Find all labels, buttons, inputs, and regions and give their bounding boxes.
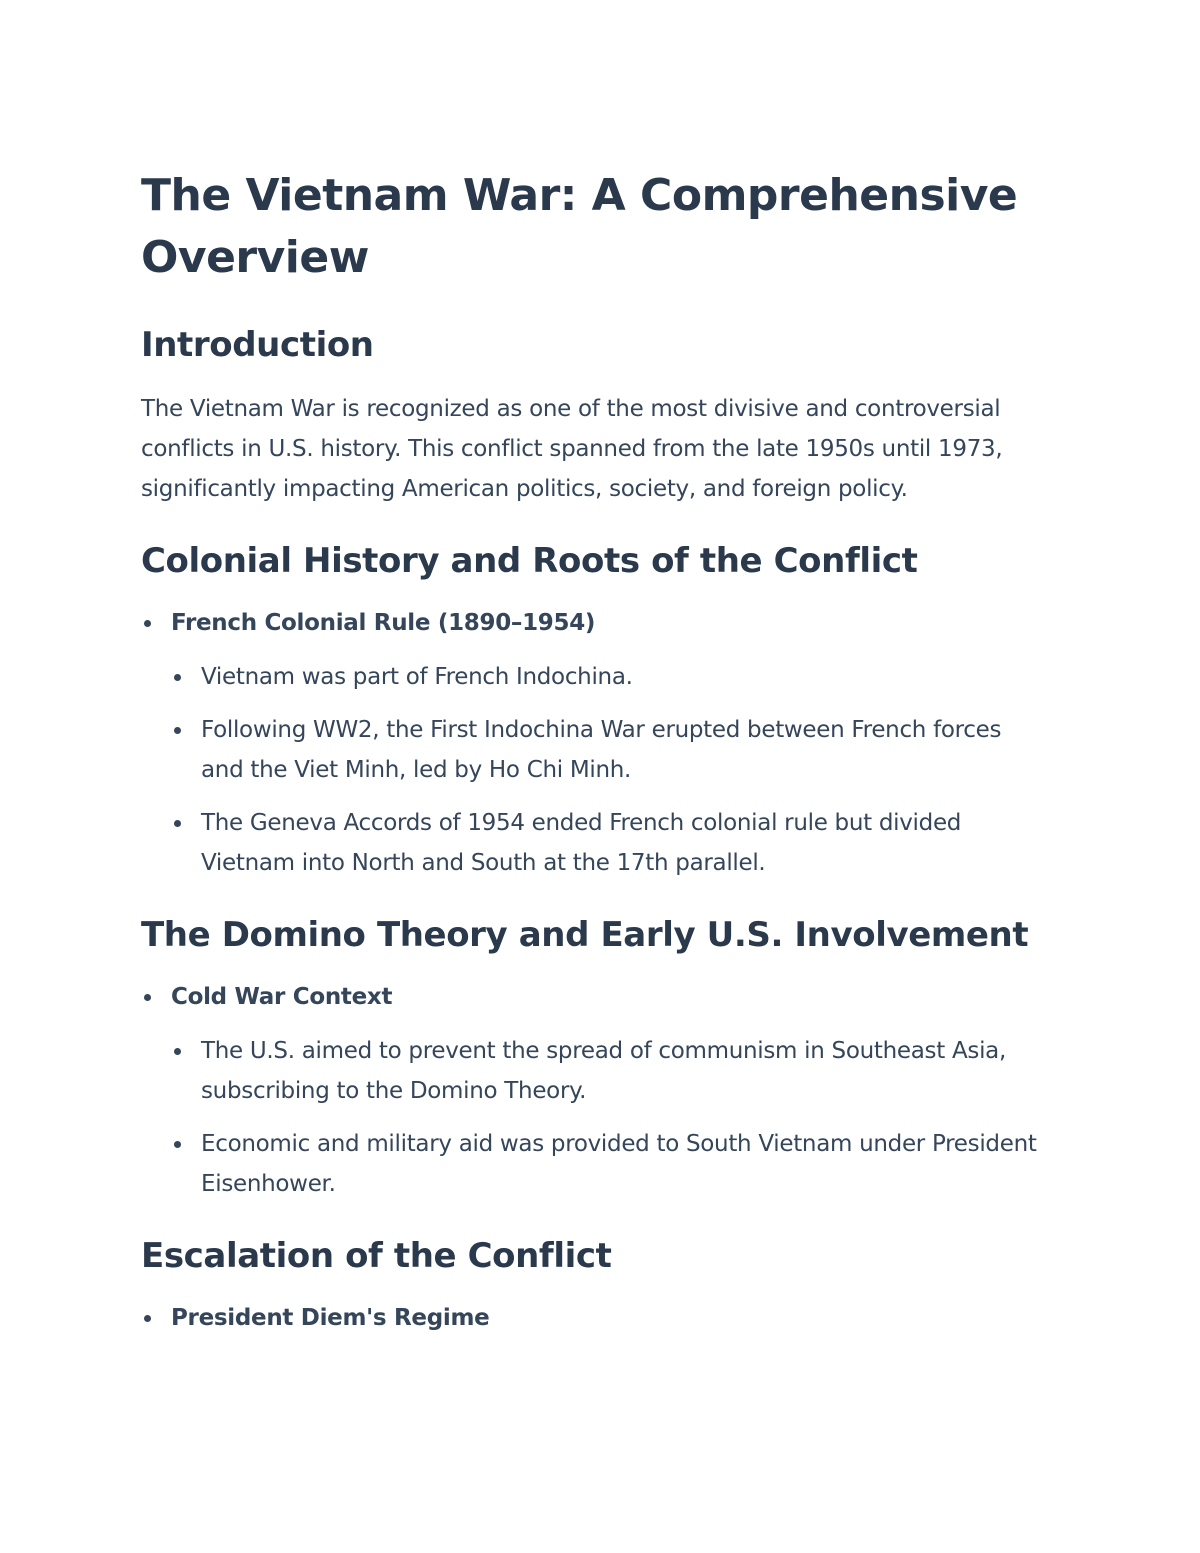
section-introduction	[141, 323, 1041, 509]
sub-list-item	[171, 803, 1041, 883]
document-page	[141, 165, 1041, 1338]
sub-list-item-text: Following WW2, the First Indochina War erupted between French forces and the Viet Minh, led by Ho Chi Minh.	[201, 717, 1002, 783]
bullet-dot-icon	[144, 994, 151, 1001]
sub-list-item-text: Economic and military aid was provided to South Vietnam under President Eisenhower.	[201, 1131, 1037, 1197]
sub-list-item	[171, 1031, 1041, 1111]
list-item-heading: French Colonial Rule (1890–1954)	[171, 610, 596, 636]
escalation-bullet-list	[141, 1298, 1041, 1338]
list-item-heading: President Diem's Regime	[171, 1305, 490, 1331]
colonial-bullet-list	[141, 603, 1041, 883]
section-heading-domino-theory: The Domino Theory and Early U.S. Involvement	[141, 915, 1029, 955]
list-item-heading: Cold War Context	[171, 984, 393, 1010]
domino-bullet-list	[141, 977, 1041, 1204]
sub-bullet-list	[171, 1031, 1041, 1204]
sub-list-item-text: Vietnam was part of French Indochina.	[201, 664, 633, 690]
bullet-dot-icon	[174, 674, 181, 681]
bullet-dot-icon	[144, 620, 151, 627]
section-heading-escalation: Escalation of the Conflict	[141, 1236, 612, 1276]
section-colonial-history	[141, 539, 1041, 883]
sub-list-item-text: The Geneva Accords of 1954 ended French colonial rule but divided Vietnam into North and South at the 17th parallel.	[201, 810, 962, 876]
bullet-dot-icon	[174, 727, 181, 734]
sub-list-item	[171, 710, 1041, 790]
list-item	[141, 977, 1041, 1204]
bullet-dot-icon	[174, 1048, 181, 1055]
section-domino-theory	[141, 913, 1041, 1204]
sub-list-item	[171, 1124, 1041, 1204]
list-item	[141, 603, 1041, 883]
bullet-dot-icon	[174, 820, 181, 827]
bullet-dot-icon	[144, 1315, 151, 1322]
document-title: The Vietnam War: A Comprehensive Overview	[141, 170, 1018, 283]
list-item	[141, 1298, 1041, 1338]
section-heading-introduction: Introduction	[141, 325, 374, 365]
bullet-dot-icon	[174, 1141, 181, 1148]
section-escalation	[141, 1234, 1041, 1338]
section-heading-colonial-history: Colonial History and Roots of the Conflict	[141, 541, 918, 581]
sub-bullet-list	[171, 657, 1041, 883]
sub-list-item-text: The U.S. aimed to prevent the spread of communism in Southeast Asia, subscribing to the Domino Theory.	[201, 1038, 1006, 1104]
introduction-paragraph: The Vietnam War is recognized as one of the most divisive and controversial conflicts in U.S. history. This conflict spanned from the late 1950s until 1973, significantly impacting American politics, society, and foreign policy.	[141, 396, 1003, 502]
sub-list-item	[171, 657, 1041, 697]
